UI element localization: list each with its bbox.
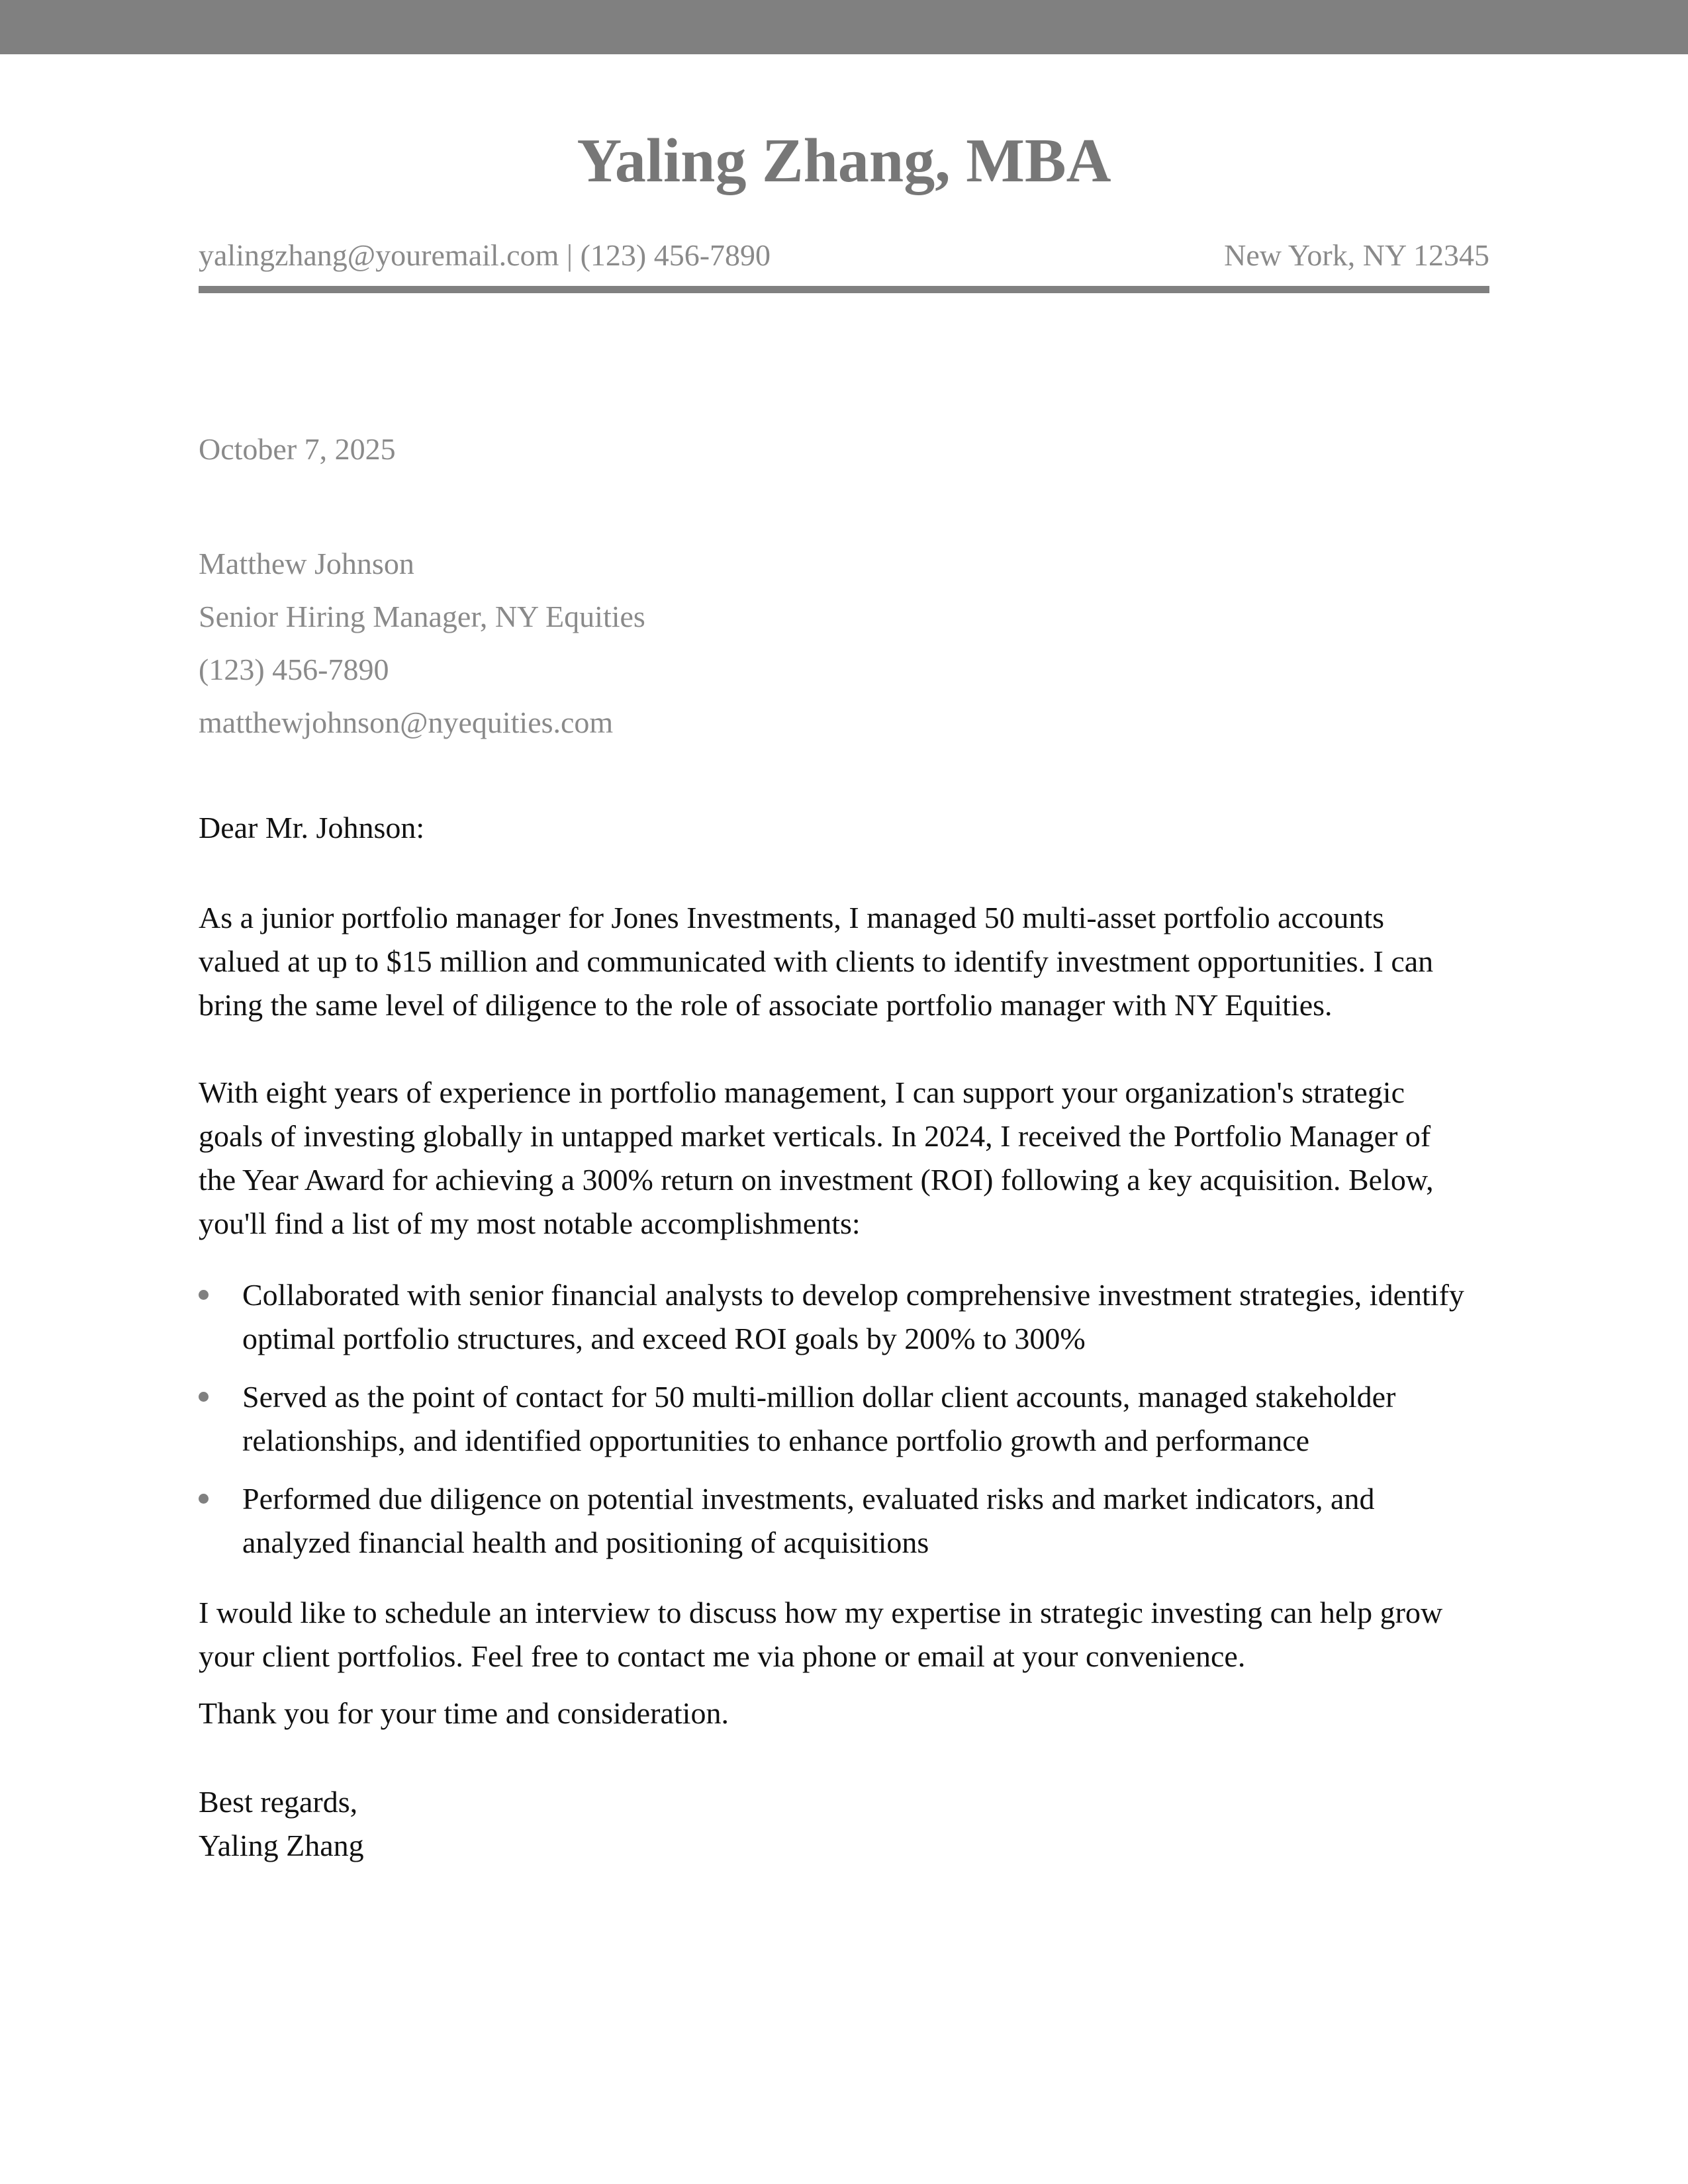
bullet-icon bbox=[199, 1392, 209, 1402]
list-item-line: Collaborated with senior financial analysts to develop comprehensive investment strategies, identify bbox=[242, 1278, 1464, 1312]
bullet-icon bbox=[199, 1494, 209, 1504]
paragraph-line: bring the same level of diligence to the role of associate portfolio manager with NY Equities. bbox=[199, 988, 1333, 1022]
recipient-block bbox=[199, 537, 645, 749]
paragraph-line: your client portfolios. Feel free to contact me via phone or email at your convenience. bbox=[199, 1639, 1246, 1673]
bullet-icon bbox=[199, 1290, 209, 1300]
applicant-location: New York, NY 12345 bbox=[1224, 238, 1489, 272]
paragraph-interview bbox=[199, 1591, 1489, 1678]
list-item-line: analyzed financial health and positioning of acquisitions bbox=[242, 1525, 929, 1559]
accomplishments-list bbox=[199, 1273, 1489, 1579]
list-item bbox=[199, 1375, 1489, 1463]
salutation: Dear Mr. Johnson: bbox=[199, 811, 425, 844]
header-divider bbox=[199, 286, 1489, 293]
recipient-phone: (123) 456-7890 bbox=[199, 653, 389, 686]
applicant-email-phone: yalingzhang@youremail.com | (123) 456-7890 bbox=[199, 238, 771, 272]
contact-row bbox=[199, 236, 1489, 275]
list-item-line: Performed due diligence on potential investments, evaluated risks and market indicators, and bbox=[242, 1482, 1375, 1516]
signature-name: Yaling Zhang bbox=[199, 1829, 364, 1862]
paragraph-line: goals of investing globally in untapped market verticals. In 2024, I received the Portfolio Manager of bbox=[199, 1119, 1431, 1153]
list-item bbox=[199, 1477, 1489, 1565]
paragraph-line: valued at up to $15 million and communicated with clients to identify investment opportunities. I can bbox=[199, 944, 1434, 978]
list-item-line: optimal portfolio structures, and exceed ROI goals by 200% to 300% bbox=[242, 1322, 1086, 1355]
recipient-title: Senior Hiring Manager, NY Equities bbox=[199, 600, 645, 633]
recipient-name: Matthew Johnson bbox=[199, 547, 414, 580]
recipient-email: matthewjohnson@nyequities.com bbox=[199, 705, 614, 739]
paragraph-line: With eight years of experience in portfolio management, I can support your organization's strategic bbox=[199, 1075, 1405, 1109]
letter-date: October 7, 2025 bbox=[199, 432, 396, 466]
paragraph-line: I would like to schedule an interview to discuss how my expertise in strategic investing can help grow bbox=[199, 1596, 1443, 1629]
paragraph-intro bbox=[199, 896, 1489, 1027]
paragraph-experience bbox=[199, 1071, 1489, 1246]
list-item-line: relationships, and identified opportunities to enhance portfolio growth and performance bbox=[242, 1424, 1310, 1457]
paragraph-line: you'll find a list of my most notable accomplishments: bbox=[199, 1206, 861, 1240]
list-item-line: Served as the point of contact for 50 multi-million dollar client accounts, managed stakeholder bbox=[242, 1380, 1396, 1414]
top-accent-bar bbox=[0, 0, 1688, 54]
paragraph-line: the Year Award for achieving a 300% return on investment (ROI) following a key acquisition. Below, bbox=[199, 1163, 1434, 1197]
list-item bbox=[199, 1273, 1489, 1361]
thank-you-line: Thank you for your time and consideration. bbox=[199, 1696, 729, 1730]
paragraph-line: As a junior portfolio manager for Jones Investments, I managed 50 multi-asset portfolio accounts bbox=[199, 901, 1385, 934]
closing: Best regards, bbox=[199, 1785, 358, 1819]
applicant-name: Yaling Zhang, MBA bbox=[577, 126, 1111, 195]
